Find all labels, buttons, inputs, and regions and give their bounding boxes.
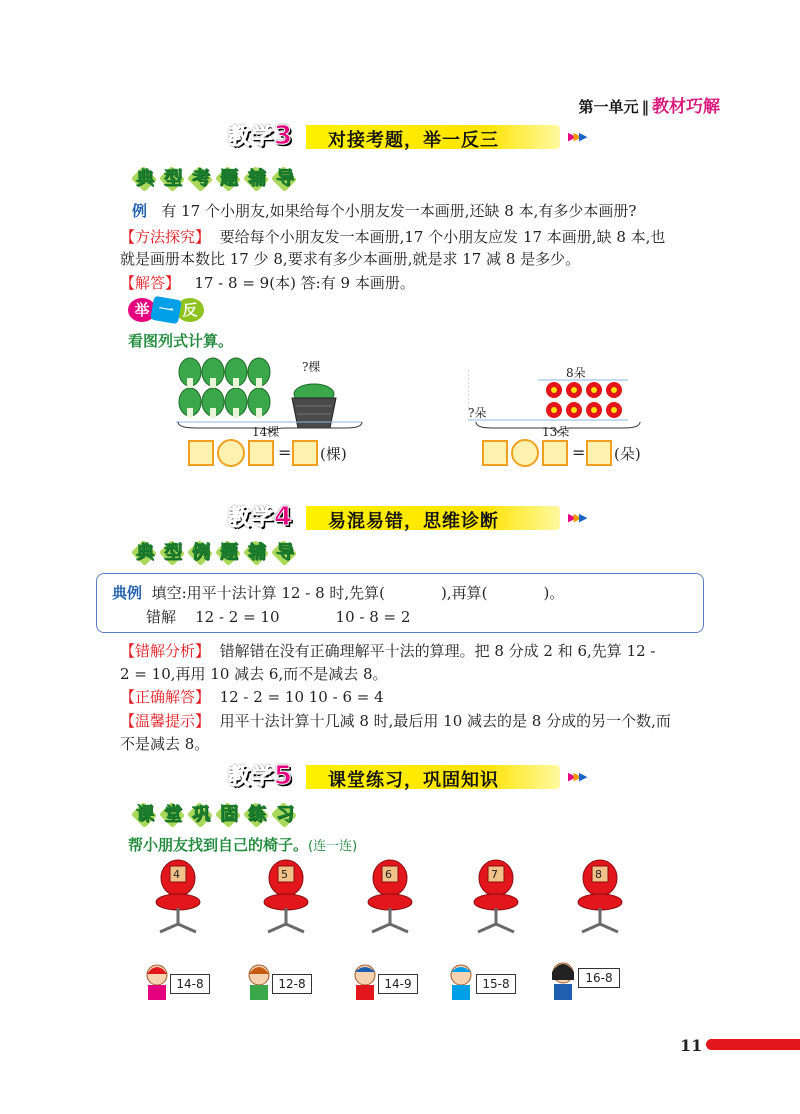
- answer-box[interactable]: [292, 440, 318, 466]
- kid-expression: 15-8: [476, 974, 516, 994]
- task-text: 帮小朋友找到自己的椅子。: [128, 836, 309, 854]
- operator-circle[interactable]: [511, 439, 539, 467]
- chair[interactable]: [148, 858, 208, 938]
- answer-box[interactable]: [482, 440, 508, 466]
- correct-line: [120, 686, 384, 708]
- fig2-unit: (朵): [614, 445, 641, 463]
- answer-text: 17 - 8 = 9(本) 答:有 9 本画册。: [194, 274, 415, 292]
- chair-number: 4: [173, 868, 180, 881]
- section-5-badge: 教学5: [228, 761, 294, 791]
- kid-card[interactable]: [142, 962, 212, 1002]
- analysis-line-1: [120, 640, 656, 662]
- fig1-unit: (棵): [320, 445, 347, 463]
- analysis-text-1: 错解错在没有正确理解平十法的算理。把 8 分成 2 和 6,先算 12 -: [219, 642, 656, 660]
- fig1-question: ?棵: [302, 360, 321, 374]
- example-tag: 例: [132, 202, 148, 220]
- analysis-tag: 【错解分析】: [120, 642, 211, 660]
- sub-banner-practice: 课 堂 巩 固 练 习: [130, 802, 298, 830]
- method-line-1: [120, 226, 665, 248]
- girl-icon: [548, 958, 582, 1002]
- fig2-total: 13朵: [542, 425, 570, 439]
- typical-mid: ),再算(: [441, 584, 488, 602]
- page-number: 11: [680, 1036, 703, 1055]
- answer-box[interactable]: [542, 440, 568, 466]
- task-line: [128, 834, 357, 858]
- fig2-question: ?朵: [468, 406, 487, 420]
- chair-number: 8: [595, 868, 602, 881]
- method-text-2: 就是画册本数比 17 少 8,要求有多少本画册,就是求 17 减 8 是多少。: [120, 250, 581, 268]
- fig2-top-label: 8朵: [566, 366, 586, 380]
- fig1-total: 14棵: [252, 425, 280, 439]
- equals-sign: =: [572, 443, 586, 462]
- kid-expression: 12-8: [272, 974, 312, 994]
- correct-tag: 【正确解答】: [120, 688, 211, 706]
- task-hint: (连一连): [308, 839, 358, 854]
- chair-number: 5: [281, 868, 288, 881]
- page-bar: [706, 1039, 800, 1050]
- wrong-step-2: 10 - 8 = 2: [335, 608, 411, 626]
- kid-card[interactable]: [350, 962, 420, 1002]
- boy-icon: [446, 962, 480, 1002]
- correct-text: 12 - 2 = 10 10 - 6 = 4: [219, 688, 384, 706]
- kid-card[interactable]: [446, 962, 520, 1002]
- chair[interactable]: [256, 858, 316, 938]
- module-label: 教材巧解: [652, 97, 720, 117]
- kid-card[interactable]: [548, 958, 624, 1002]
- method-text-1: 要给每个小朋友发一本画册,17 个小朋友应发 17 本画册,缺 8 本,也: [219, 228, 666, 246]
- typical-line: [112, 582, 564, 604]
- chair-number: 6: [385, 868, 392, 881]
- answer-line: [120, 272, 415, 294]
- analysis-text-2: 2 = 10,再用 10 减去 6,而不是减去 8。: [120, 665, 388, 683]
- section-4-title: 易混易错，思维诊断: [328, 511, 499, 532]
- answer-box[interactable]: [586, 440, 612, 466]
- wrong-tag: 错解: [146, 608, 177, 626]
- section-5-title: 课堂练习，巩固知识: [328, 770, 499, 791]
- section-3-title: 对接考题，举一反三: [328, 130, 499, 151]
- tip-text-1: 用平十法计算十几减 8 时,最后用 10 减去的是 8 分成的另一个数,而: [219, 712, 671, 730]
- example-text: 有 17 个小朋友,如果给每个小朋友发一本画册,还缺 8 本,有多少本画册?: [161, 202, 637, 220]
- arrow-icon: ▶▶▶: [568, 511, 585, 524]
- chair[interactable]: [570, 858, 630, 938]
- tip-tag: 【温馨提示】: [120, 712, 211, 730]
- method-tag: 【方法探究】: [120, 228, 211, 246]
- juyi-badge: 举 一 反 三: [128, 298, 224, 322]
- equals-sign: =: [278, 443, 292, 462]
- operator-circle[interactable]: [217, 439, 245, 467]
- section-3-banner: [228, 122, 600, 152]
- unit-label: 第一单元: [578, 98, 639, 116]
- arrow-icon: ▶▶▶: [568, 770, 585, 783]
- tip-line-1: [120, 710, 671, 732]
- sub-banner-typical-exam: 典 型 考 题 辅 导: [130, 166, 298, 194]
- kid-expression: 16-8: [578, 968, 620, 988]
- chair[interactable]: [360, 858, 420, 938]
- wrong-line: [146, 606, 410, 628]
- kid-expression: 14-8: [170, 974, 210, 994]
- chair[interactable]: [466, 858, 526, 938]
- section-3-badge: 教学3: [228, 121, 294, 151]
- answer-box[interactable]: [248, 440, 274, 466]
- section-4-badge: 教学4: [228, 502, 294, 532]
- page-header: [578, 92, 720, 117]
- section-5-banner: [228, 762, 600, 792]
- typical-text: 填空:用平十法计算 12 - 8 时,先算(: [151, 584, 386, 602]
- section-4-banner: [228, 503, 600, 533]
- wrong-step-1: 12 - 2 = 10: [195, 608, 280, 626]
- example-line: [132, 200, 636, 222]
- kid-expression: 14-9: [378, 974, 418, 994]
- answer-tag: 【解答】: [120, 274, 181, 292]
- chair-number: 7: [491, 868, 498, 881]
- header-separator: ‖: [641, 98, 649, 116]
- kid-card[interactable]: [244, 962, 314, 1002]
- flower-icon: [546, 382, 622, 418]
- typical-end: )。: [543, 584, 565, 602]
- look-instruction: 看图列式计算。: [128, 332, 234, 350]
- typical-tag: 典例: [112, 584, 143, 602]
- arrow-icon: ▶▶▶: [568, 130, 585, 143]
- tip-text-2: 不是减去 8。: [120, 735, 210, 753]
- sub-banner-typical-example: 典 型 例 题 辅 导: [130, 540, 298, 568]
- cabbage-icon: [179, 358, 270, 418]
- answer-box[interactable]: [188, 440, 214, 466]
